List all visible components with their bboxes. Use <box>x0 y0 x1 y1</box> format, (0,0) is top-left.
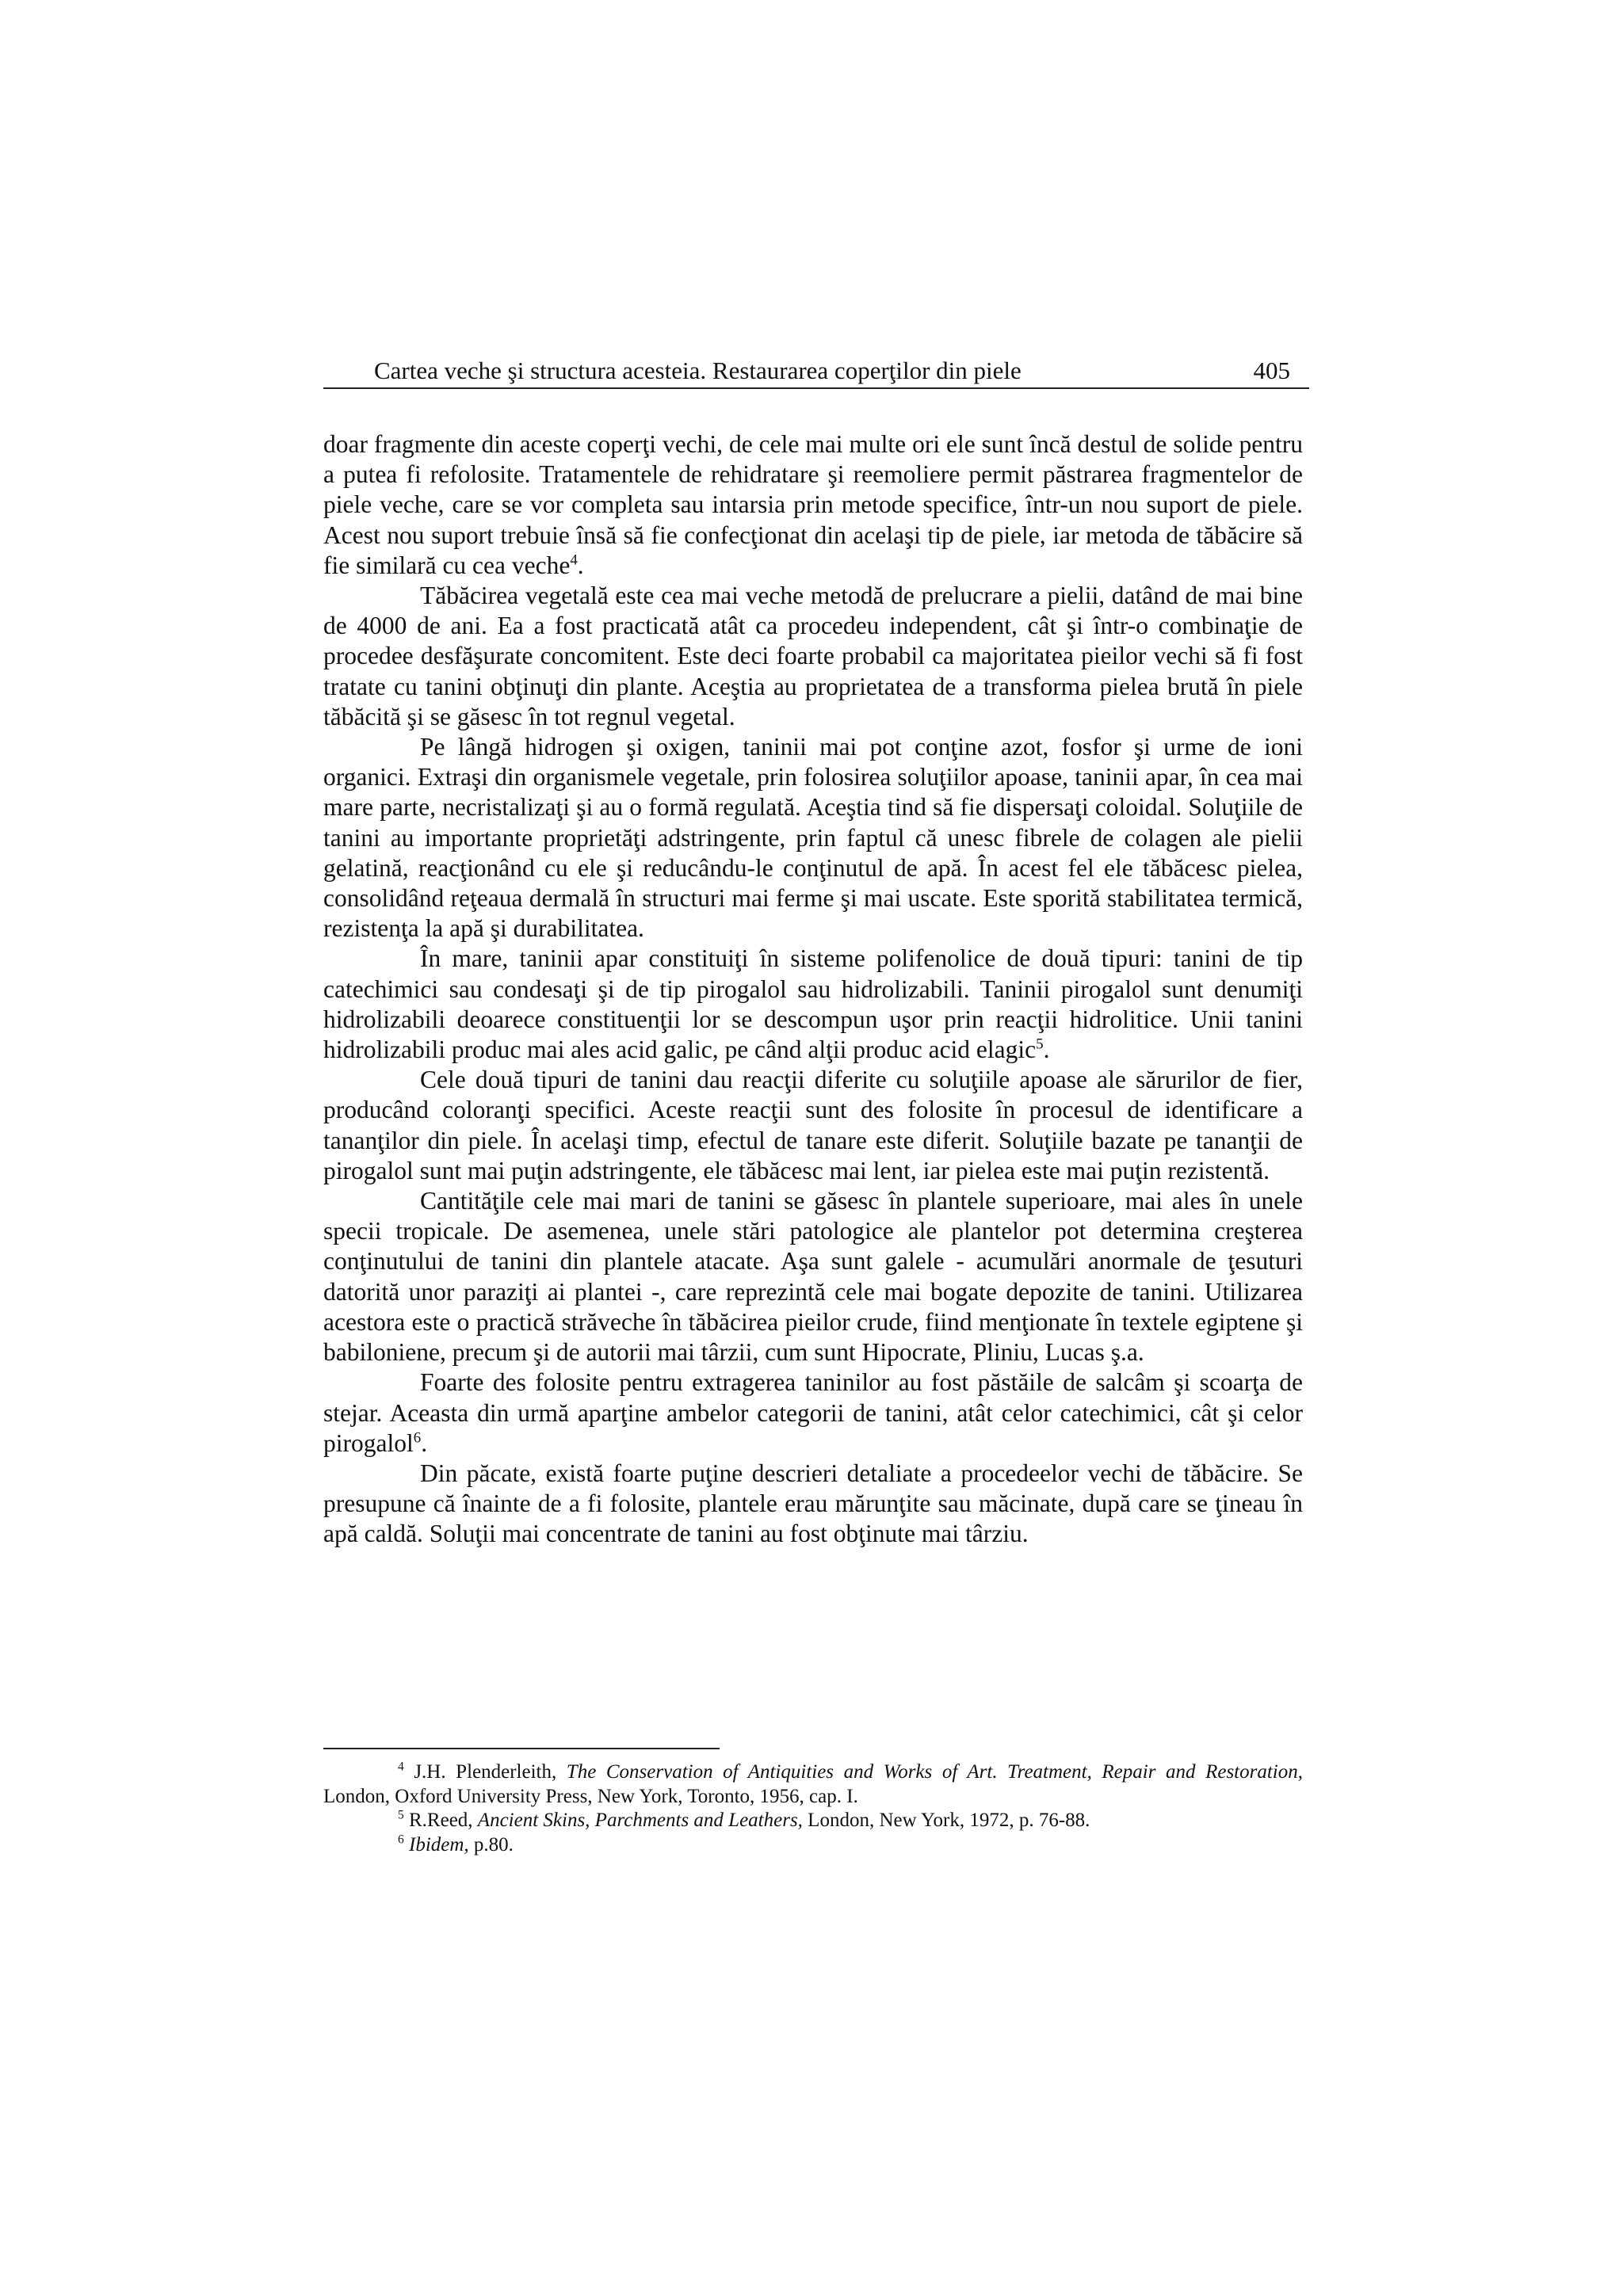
footnote: $^5$ R.Reed, Ancient Skins, Parchments and Leathers, London, New York, 1972, p. 76-88. <box>398 1808 1090 1831</box>
footnote-separator <box>323 1748 720 1749</box>
footnote: $^6$ Ibidem, p.80. <box>398 1833 514 1855</box>
footnote-number: 6 <box>398 1833 404 1847</box>
paragraph: Din păcate, există foarte puţine descrieri detaliate a procedeelor vechi de tăbăcire. Se presupune că înainte de a fi folosite, plantele erau mărunţite sau măcinate, după care se ţineau în apă caldă. Soluţii mai concentrate de tanini au fost obţinute mai târziu. <box>323 1459 1303 1548</box>
cited-work: Ibidem, <box>409 1833 469 1855</box>
running-title: Cartea veche şi structura acesteia. Restaurarea coperţilor din piele <box>374 357 1022 384</box>
paragraph: doar fragmente din aceste coperţi vechi, de cele mai multe ori ele sunt încă destul de solide pentru a putea fi refolosite. Tratamentele de rehidratare şi reemoliere permit păstrarea fragmentelor de piele veche, care se vor completa sau intarsia prin metode specifice, într-un nou suport de piele. Acest nou suport trebuie însă să fie confecţionat din acelaşi tip de piele, iar metoda de tăbăcire să fie similară cu cea veche$^4$. <box>323 430 1303 579</box>
paragraph: Pe lângă hidrogen şi oxigen, taninii mai pot conţine azot, fosfor şi urme de ioni organici. Extraşi din organismele vegetale, prin folosirea soluţiilor apoase, taninii apar, în cea mai mare parte, necristalizaţi şi au o formă regulată. Aceştia tind să fie dispersaţi coloidal. Soluţiile de tanini au importante proprietăţi adstringente, prin faptul că unesc fibrele de colagen ale pielii gelatină, reacţionând cu ele şi reducându-le conţinutul de apă. În acest fel ele tăbăcesc pielea, consolidând reţeaua dermală în structuri mai ferme şi mai uscate. Este sporită stabilitatea termică, rezistenţa la apă şi durabilitatea. <box>323 733 1303 943</box>
footnote-number: 4 <box>398 1760 404 1774</box>
paragraph: Foarte des folosite pentru extragerea taninilor au fost păstăile de salcâm şi scoarţa de stejar. Aceasta din urmă aparţine ambelor categorii de tanini, atât celor catechimici, cât şi celor pirogalol$^6$. <box>323 1368 1303 1457</box>
footnotes <box>323 1760 1303 1857</box>
paragraph: Cele două tipuri de tanini dau reacţii diferite cu soluţiile apoase ale sărurilor de fier, producând coloranţi specifici. Aceste reacţii sunt des folosite în procesul de identificare a tananţilor din piele. În acelaşi timp, efectul de tanare este diferit. Soluţiile bazate pe tananţii de pirogalol sunt mai puţin adstringente, ele tăbăcesc mai lent, iar pielea este mai puţin rezistentă. <box>323 1066 1303 1184</box>
paragraph: Cantităţile cele mai mari de tanini se găsesc în plantele superioare, mai ales în unele specii tropicale. De asemenea, unele stări patologice ale plantelor pot determina creşterea conţinutului de tanini din plantele atacate. Aşa sunt galele - acumulări anormale de ţesuturi datorită unor paraziţi ai plantei -, care reprezintă cele mai bogate depozite de tanini. Utilizarea acestora este o practică străveche în tăbăcirea pieilor crude, fiind menţionate în textele egiptene şi babiloniene, precum şi de autorii mai târzii, cum sunt Hipocrate, Pliniu, Lucas ş.a. <box>323 1187 1303 1367</box>
footnote-reference[interactable]: 6 <box>413 1429 422 1447</box>
paragraph: În mare, taninii apar constituiţi în sisteme polifenolice de două tipuri: tanini de tip catechimici sau condesaţi şi de tip pirogalol sau hidrolizabili. Taninii pirogalol sunt denumiţi hidrolizabili deoarece constituenţii lor se descompun uşor prin reacţii hidrolitice. Unii tanini hidrolizabili produc mai ales acid galic, pe când alţii produc acid elagic$^5$. <box>323 944 1303 1064</box>
footnote-reference[interactable]: 5 <box>1036 1035 1044 1053</box>
cited-work: The Conservation of Antiquities and Works of Art. Treatment, Repair and Restoration, <box>566 1761 1304 1783</box>
footnote-number: 5 <box>398 1808 404 1822</box>
running-header <box>323 354 1309 389</box>
cited-work: Ancient Skins, Parchments and Leathers, <box>477 1810 803 1831</box>
paragraph: Tăbăcirea vegetală este cea mai veche metodă de prelucrare a pielii, datând de mai bine de 4000 de ani. Ea a fost practicată atât ca procedeu independent, cât şi într-o combinaţie de procedee desfăşurate concomitent. Este deci foarte probabil ca majoritatea pieilor vechi să fi fost tratate cu tanini obţinuţi din plante. Aceştia au proprietatea de a transforma pielea brută în piele tăbăcită şi se găsesc în tot regnul vegetal. <box>323 582 1303 730</box>
page-number: 405 <box>1253 357 1290 384</box>
footnote: $^4$ J.H. Plenderleith, The Conservation of Antiquities and Works of Art. Treatment, Repair and Restoration, London, Oxford University Press, New York, Toronto, 1956, cap. I. <box>323 1760 1304 1807</box>
footnote-reference[interactable]: 4 <box>570 551 578 569</box>
body-text <box>323 429 1303 1550</box>
